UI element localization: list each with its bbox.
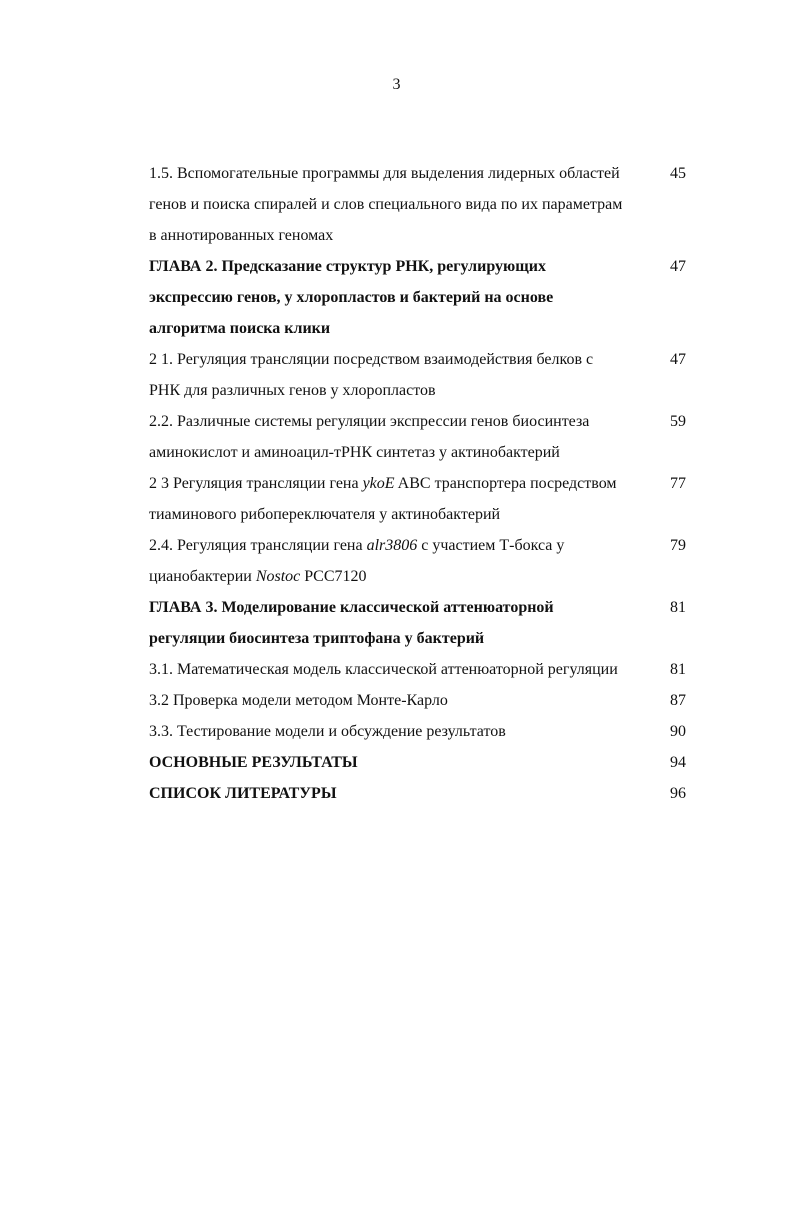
toc-entry-line xyxy=(149,313,686,344)
toc-text-segment: 1.5. Вспомогательные программы для выделения лидерных областей xyxy=(149,165,620,182)
toc-entry-line xyxy=(149,406,686,437)
toc-text-segment: генов и поиска спиралей и слов специального вида по их параметрам xyxy=(149,196,623,213)
toc-page-number: 87 xyxy=(670,692,686,709)
toc-text-segment: регуляции биосинтеза триптофана у бактерий xyxy=(149,630,485,647)
toc-page-number: 90 xyxy=(670,723,686,740)
toc-page-number: 47 xyxy=(670,351,686,368)
toc-page-number: 59 xyxy=(670,413,686,430)
toc-entry[interactable] xyxy=(149,716,686,747)
toc-entry-line xyxy=(149,220,686,251)
toc-entry[interactable] xyxy=(149,158,686,251)
toc-text-segment: 3.2 Проверка модели методом Монте-Карло xyxy=(149,692,448,709)
toc-entry-line xyxy=(149,189,686,220)
toc-page-number: 81 xyxy=(670,599,686,616)
toc-entry-line xyxy=(149,251,686,282)
toc-text-segment: ykoE xyxy=(362,475,395,492)
table-of-contents xyxy=(149,158,686,809)
toc-text-segment: 2.2. Различные системы регуляции экспрессии генов биосинтеза xyxy=(149,413,590,430)
toc-text-segment: СПИСОК ЛИТЕРАТУРЫ xyxy=(149,785,337,802)
toc-entry[interactable] xyxy=(149,685,686,716)
toc-entry[interactable] xyxy=(149,747,686,778)
toc-page-number: 77 xyxy=(670,475,686,492)
toc-entry[interactable] xyxy=(149,592,686,654)
toc-page-number: 81 xyxy=(670,661,686,678)
toc-text-segment: 3.1. Математическая модель классической аттенюаторной регуляции xyxy=(149,661,618,678)
toc-text-segment: РНК для различных генов у хлоропластов xyxy=(149,382,436,399)
toc-page-number: 79 xyxy=(670,537,686,554)
toc-entry[interactable] xyxy=(149,468,686,530)
toc-page-number: 47 xyxy=(670,258,686,275)
toc-text-segment: 2 1. Регуляция трансляции посредством взаимодействия белков с xyxy=(149,351,594,368)
toc-entry-line xyxy=(149,747,686,778)
toc-entry-line xyxy=(149,716,686,747)
toc-text-segment: alr3806 xyxy=(366,537,418,554)
toc-entry[interactable] xyxy=(149,406,686,468)
toc-text-segment: в аннотированных геномах xyxy=(149,227,334,244)
toc-text-segment: PCC7120 xyxy=(300,568,367,585)
toc-entry-line xyxy=(149,282,686,313)
toc-text-segment: ОСНОВНЫЕ РЕЗУЛЬТАТЫ xyxy=(149,754,358,771)
toc-entry-line xyxy=(149,623,686,654)
toc-text-segment: цианобактерии xyxy=(149,568,256,585)
toc-text-segment: ABC транспортера посредством xyxy=(394,475,617,492)
toc-entry-line xyxy=(149,158,686,189)
toc-entry-line xyxy=(149,685,686,716)
toc-text-segment: ГЛАВА 2. Предсказание структур РНК, регулирующих xyxy=(149,258,546,275)
page-number: 3 xyxy=(392,76,401,93)
toc-text-segment: аминокислот и аминоацил-тРНК синтетаз у актинобактерий xyxy=(149,444,560,461)
toc-text-segment: тиаминового рибопереключателя у актинобактерий xyxy=(149,506,501,523)
toc-entry-line xyxy=(149,530,686,561)
toc-page-number: 94 xyxy=(670,754,686,771)
toc-text-segment: с участием Т-бокса у xyxy=(417,537,565,554)
toc-entry-line xyxy=(149,561,686,592)
toc-text-segment: Nostoc xyxy=(255,568,301,585)
toc-entry-line xyxy=(149,778,686,809)
toc-entry-line xyxy=(149,437,686,468)
toc-entry-line xyxy=(149,592,686,623)
toc-page-number: 96 xyxy=(670,785,686,802)
toc-entry-line xyxy=(149,344,686,375)
toc-entry[interactable] xyxy=(149,530,686,592)
toc-text-segment: 2.4. Регуляция трансляции гена xyxy=(149,537,367,554)
toc-page-number: 45 xyxy=(670,165,686,182)
toc-text-segment: ГЛАВА 3. Моделирование классической аттенюаторной xyxy=(149,599,554,616)
toc-entry-line xyxy=(149,375,686,406)
toc-text-segment: алгоритма поиска клики xyxy=(149,320,331,337)
toc-entry[interactable] xyxy=(149,344,686,406)
toc-entry[interactable] xyxy=(149,251,686,344)
toc-entry-line xyxy=(149,499,686,530)
toc-text-segment: экспрессию генов, у хлоропластов и бактерий на основе xyxy=(149,289,554,306)
toc-entry-line xyxy=(149,468,686,499)
toc-text-segment: 2 3 Регуляция трансляции гена xyxy=(149,475,363,492)
toc-text-segment: 3.3. Тестирование модели и обсуждение результатов xyxy=(149,723,506,740)
toc-entry[interactable] xyxy=(149,778,686,809)
toc-entry[interactable] xyxy=(149,654,686,685)
toc-entry-line xyxy=(149,654,686,685)
